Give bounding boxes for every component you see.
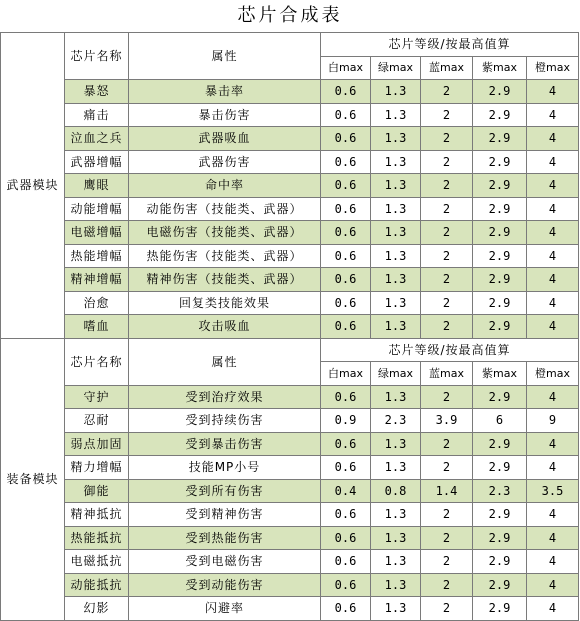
value-cell: 2 [421,103,473,127]
value-cell: 2 [421,385,473,409]
value-cell: 4 [527,268,579,292]
value-cell: 0.6 [321,456,371,480]
table-row [1,80,579,104]
value-cell: 4 [527,103,579,127]
value-cell: 2 [421,503,473,527]
chip-name-cell: 电磁抵抗 [65,550,129,574]
attribute-cell: 武器伤害 [129,150,321,174]
value-cell: 2.9 [473,150,527,174]
attribute-cell: 电磁伤害（技能类、武器） [129,221,321,245]
value-cell: 2 [421,291,473,315]
chip-table [0,32,579,621]
value-cell: 2.9 [473,197,527,221]
value-cell: 4 [527,197,579,221]
value-cell: 2.9 [473,80,527,104]
value-cell: 4 [527,127,579,151]
value-cell: 2.9 [473,103,527,127]
value-cell: 4 [527,174,579,198]
value-cell: 3.9 [421,409,473,433]
value-cell: 4 [527,526,579,550]
value-cell: 2 [421,268,473,292]
value-cell: 0.6 [321,174,371,198]
col-header-tier: 紫max [473,56,527,80]
table-row [1,221,579,245]
value-cell: 2 [421,197,473,221]
value-cell: 2 [421,80,473,104]
value-cell: 1.3 [371,221,421,245]
value-cell: 0.4 [321,479,371,503]
value-cell: 0.6 [321,291,371,315]
value-cell: 0.6 [321,80,371,104]
value-cell: 2.9 [473,315,527,339]
col-header-tier: 橙max [527,56,579,80]
table-row [1,456,579,480]
value-cell: 0.6 [321,315,371,339]
value-cell: 1.3 [371,150,421,174]
chip-name-cell: 幻影 [65,597,129,621]
table-row [1,432,579,456]
value-cell: 0.8 [371,479,421,503]
value-cell: 2.3 [473,479,527,503]
chip-name-cell: 守护 [65,385,129,409]
value-cell: 1.3 [371,174,421,198]
chip-name-cell: 嗜血 [65,315,129,339]
value-cell: 0.6 [321,597,371,621]
section-label: 武器模块 [1,33,65,339]
section-header-row [1,338,579,362]
table-row [1,385,579,409]
table-row [1,409,579,433]
value-cell: 2 [421,597,473,621]
chip-name-cell: 泣血之兵 [65,127,129,151]
chip-name-cell: 精力增幅 [65,456,129,480]
table-row [1,103,579,127]
value-cell: 0.6 [321,221,371,245]
attribute-cell: 热能伤害（技能类、武器） [129,244,321,268]
value-cell: 4 [527,456,579,480]
value-cell: 2.9 [473,573,527,597]
value-cell: 2.9 [473,550,527,574]
value-cell: 4 [527,597,579,621]
value-cell: 0.6 [321,573,371,597]
attribute-cell: 闪避率 [129,597,321,621]
value-cell: 9 [527,409,579,433]
attribute-cell: 受到所有伤害 [129,479,321,503]
chip-name-cell: 热能抵抗 [65,526,129,550]
table-row [1,503,579,527]
value-cell: 2 [421,315,473,339]
attribute-cell: 受到电磁伤害 [129,550,321,574]
attribute-cell: 受到持续伤害 [129,409,321,433]
col-header-tier: 蓝max [421,362,473,386]
value-cell: 2.9 [473,432,527,456]
value-cell: 0.6 [321,127,371,151]
table-row [1,244,579,268]
value-cell: 4 [527,150,579,174]
value-cell: 1.3 [371,291,421,315]
table-row [1,291,579,315]
attribute-cell: 受到治疗效果 [129,385,321,409]
value-cell: 2 [421,456,473,480]
value-cell: 2.9 [473,174,527,198]
value-cell: 2 [421,150,473,174]
attribute-cell: 暴击伤害 [129,103,321,127]
chip-name-cell: 鹰眼 [65,174,129,198]
col-header-tier: 橙max [527,362,579,386]
value-cell: 2 [421,174,473,198]
chip-name-cell: 精神增幅 [65,268,129,292]
value-cell: 1.3 [371,550,421,574]
col-header-attribute: 属性 [129,33,321,80]
chip-name-cell: 痛击 [65,103,129,127]
chip-name-cell: 忍耐 [65,409,129,433]
section-label: 装备模块 [1,338,65,620]
value-cell: 0.6 [321,385,371,409]
value-cell: 2.9 [473,385,527,409]
value-cell: 2.9 [473,291,527,315]
value-cell: 3.5 [527,479,579,503]
value-cell: 2.9 [473,127,527,151]
value-cell: 2.9 [473,221,527,245]
chip-name-cell: 武器增幅 [65,150,129,174]
value-cell: 2 [421,526,473,550]
col-header-tier: 紫max [473,362,527,386]
table-row [1,127,579,151]
chip-name-cell: 动能增幅 [65,197,129,221]
value-cell: 1.3 [371,197,421,221]
table-row [1,597,579,621]
value-cell: 1.3 [371,456,421,480]
table-body [1,33,579,621]
attribute-cell: 命中率 [129,174,321,198]
col-header-tier: 白max [321,56,371,80]
value-cell: 0.6 [321,103,371,127]
attribute-cell: 回复类技能效果 [129,291,321,315]
table-row [1,268,579,292]
value-cell: 2.9 [473,503,527,527]
value-cell: 1.3 [371,385,421,409]
value-cell: 1.3 [371,80,421,104]
value-cell: 2.9 [473,597,527,621]
value-cell: 4 [527,221,579,245]
value-cell: 4 [527,315,579,339]
value-cell: 0.9 [321,409,371,433]
col-header-tier: 蓝max [421,56,473,80]
value-cell: 1.3 [371,432,421,456]
value-cell: 1.3 [371,503,421,527]
value-cell: 1.4 [421,479,473,503]
section-header-row [1,33,579,57]
value-cell: 0.6 [321,550,371,574]
value-cell: 1.3 [371,127,421,151]
attribute-cell: 暴击率 [129,80,321,104]
value-cell: 0.6 [321,150,371,174]
value-cell: 2.9 [473,244,527,268]
attribute-cell: 受到动能伤害 [129,573,321,597]
attribute-cell: 攻击吸血 [129,315,321,339]
value-cell: 2 [421,432,473,456]
value-cell: 2.9 [473,268,527,292]
table-row [1,315,579,339]
value-cell: 4 [527,432,579,456]
value-cell: 0.6 [321,244,371,268]
table-row [1,197,579,221]
value-cell: 2.9 [473,456,527,480]
value-cell: 0.6 [321,526,371,550]
value-cell: 2.3 [371,409,421,433]
value-cell: 1.3 [371,526,421,550]
value-cell: 2 [421,550,473,574]
attribute-cell: 受到精神伤害 [129,503,321,527]
value-cell: 1.3 [371,315,421,339]
chip-name-cell: 电磁增幅 [65,221,129,245]
value-cell: 2 [421,244,473,268]
attribute-cell: 受到热能伤害 [129,526,321,550]
value-cell: 1.3 [371,103,421,127]
value-cell: 4 [527,244,579,268]
table-row [1,150,579,174]
col-header-chip-name: 芯片名称 [65,33,129,80]
value-cell: 2.9 [473,526,527,550]
value-cell: 2 [421,221,473,245]
table-row [1,526,579,550]
value-cell: 4 [527,80,579,104]
value-cell: 2 [421,573,473,597]
col-header-tier: 绿max [371,362,421,386]
value-cell: 0.6 [321,268,371,292]
value-cell: 2 [421,127,473,151]
value-cell: 4 [527,291,579,315]
attribute-cell: 技能MP小号 [129,456,321,480]
chip-name-cell: 御能 [65,479,129,503]
attribute-cell: 精神伤害（技能类、武器） [129,268,321,292]
value-cell: 1.3 [371,573,421,597]
value-cell: 1.3 [371,244,421,268]
col-header-tier: 绿max [371,56,421,80]
chip-name-cell: 治愈 [65,291,129,315]
value-cell: 0.6 [321,432,371,456]
chip-name-cell: 暴怒 [65,80,129,104]
chip-name-cell: 动能抵抗 [65,573,129,597]
col-header-chip-name: 芯片名称 [65,338,129,385]
chip-name-cell: 热能增幅 [65,244,129,268]
value-cell: 6 [473,409,527,433]
col-header-grade-group: 芯片等级/按最高值算 [321,338,579,362]
sheet-title: 芯片合成表 [237,5,343,26]
table-row [1,479,579,503]
value-cell: 1.3 [371,268,421,292]
value-cell: 4 [527,503,579,527]
attribute-cell: 武器吸血 [129,127,321,151]
value-cell: 4 [527,573,579,597]
chip-name-cell: 精神抵抗 [65,503,129,527]
value-cell: 4 [527,385,579,409]
value-cell: 4 [527,550,579,574]
attribute-cell: 动能伤害（技能类、武器） [129,197,321,221]
col-header-attribute: 属性 [129,338,321,385]
value-cell: 0.6 [321,503,371,527]
value-cell: 1.3 [371,597,421,621]
table-row [1,174,579,198]
table-row [1,573,579,597]
col-header-tier: 白max [321,362,371,386]
col-header-grade-group: 芯片等级/按最高值算 [321,33,579,57]
value-cell: 0.6 [321,197,371,221]
chip-name-cell: 弱点加固 [65,432,129,456]
attribute-cell: 受到暴击伤害 [129,432,321,456]
table-row [1,550,579,574]
